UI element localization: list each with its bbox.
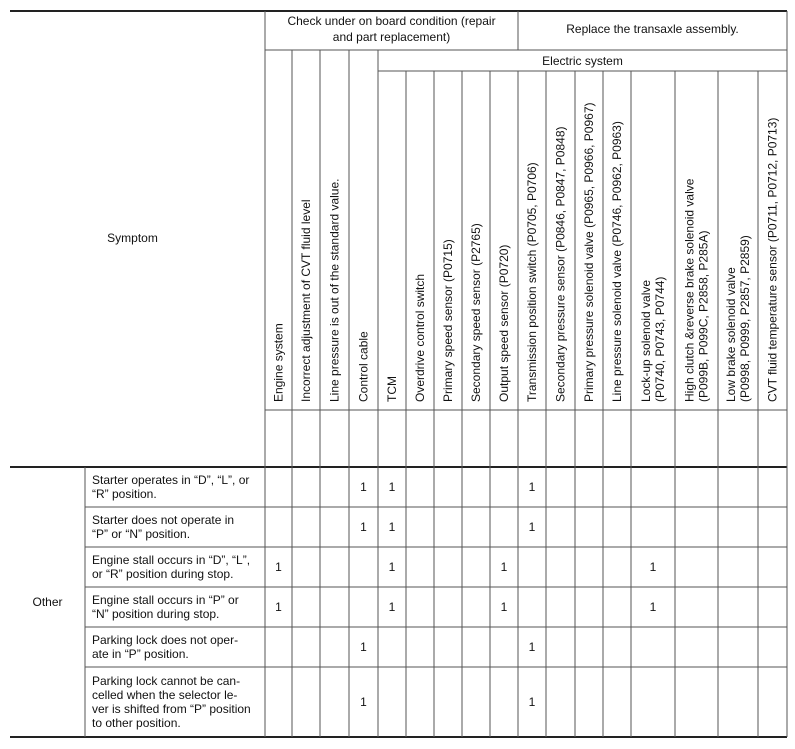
replace-group-header: Replace the transaxle assembly. — [566, 22, 739, 36]
column-header-13: (P0740, P0743, P0744) — [653, 276, 667, 402]
column-header-1: Incorrect adjustment of CVT fluid level — [299, 199, 313, 402]
electric-group-header: Electric system — [542, 54, 623, 68]
symptom-header: Symptom — [107, 231, 158, 245]
table-cell-mark: 1 — [649, 560, 657, 574]
table-cell-mark: 1 — [360, 520, 367, 534]
symptom-text: “P” or “N” position. — [92, 527, 191, 541]
symptom-text: ate in “P” position. — [92, 647, 189, 661]
check-group-header: Check under on board condition (repair — [287, 14, 496, 28]
table-cell-mark: 1 — [275, 560, 282, 574]
table-cell-mark: 1 — [388, 560, 396, 574]
column-header-10: Secondary pressure sensor (P0846, P0847, P0848) — [553, 126, 568, 402]
table-cell-mark: 1 — [388, 520, 396, 534]
table-cell-mark: 1 — [528, 640, 536, 654]
column-header-13: Lock-up solenoid valve — [639, 279, 653, 402]
symptom-text: Parking lock cannot be can- — [92, 674, 241, 688]
column-header-11: Primary pressure solenoid valve (P0965, P0966, P0967) — [582, 102, 596, 402]
symptom-text: “N” position during stop. — [92, 607, 220, 621]
column-header-4: TCM — [385, 376, 399, 402]
column-header-6: Primary speed sensor (P0715) — [441, 239, 455, 402]
table-grid — [10, 11, 787, 737]
column-header-9: Transmission position switch (P0705, P0706) — [525, 162, 539, 402]
table-cell-mark: 1 — [360, 695, 367, 709]
check-group-header: and part replacement) — [332, 30, 451, 44]
table-cell-mark: 1 — [360, 640, 367, 654]
column-header-16: CVT fluid temperature sensor (P0711, P0712, P0713) — [765, 117, 780, 402]
symptom-text: Engine stall occurs in “D”, “L”, — [92, 553, 251, 567]
table-cell-mark: 1 — [528, 520, 536, 534]
column-header-0: Engine system — [271, 323, 286, 402]
symptom-text: Starter operates in “D”, “L”, or — [92, 473, 250, 487]
symptom-text: or “R” position during stop. — [92, 567, 234, 581]
symptom-text: Parking lock does not oper- — [92, 633, 239, 647]
table-cell-mark: 1 — [388, 480, 396, 494]
column-header-3: Control cable — [356, 331, 371, 402]
category-label: Other — [32, 595, 63, 609]
column-header-8: Output speed sensor (P0720) — [497, 244, 511, 402]
table-cell-mark: 1 — [388, 600, 396, 614]
column-header-12: Line pressure solenoid valve (P0746, P0962, P0963) — [610, 121, 624, 402]
column-header-5: Overdrive control switch — [413, 273, 427, 402]
table-cell-mark: 1 — [360, 480, 367, 494]
symptom-text: to other position. — [92, 716, 181, 730]
column-header-15: Low brake solenoid valve — [724, 267, 738, 402]
table-cell-mark: 1 — [275, 600, 282, 614]
column-header-7: Secondary speed sensor (P2765) — [469, 223, 483, 402]
symptom-text: ver is shifted from “P” position — [92, 702, 251, 716]
table-body — [32, 473, 656, 730]
table-cell-mark: 1 — [528, 695, 536, 709]
table-cell-mark: 1 — [500, 560, 508, 574]
column-header-14: (P099B, P099C, P2858, P285A) — [696, 230, 711, 402]
symptom-text: Starter does not operate in — [92, 513, 235, 527]
table-cell-mark: 1 — [528, 480, 536, 494]
symptom-text: Engine stall occurs in “P” or — [92, 593, 239, 607]
column-header-2: Line pressure is out of the standard value. — [327, 178, 342, 402]
table-header — [107, 14, 779, 402]
symptom-text: celled when the selector le- — [92, 688, 238, 702]
symptom-text: “R” position. — [92, 487, 157, 501]
column-header-14: High clutch &reverse brake solenoid valve — [682, 178, 697, 402]
table-cell-mark: 1 — [500, 600, 508, 614]
table-cell-mark: 1 — [649, 600, 657, 614]
column-header-15: (P0998, P0999, P2857, P2859) — [738, 235, 752, 402]
